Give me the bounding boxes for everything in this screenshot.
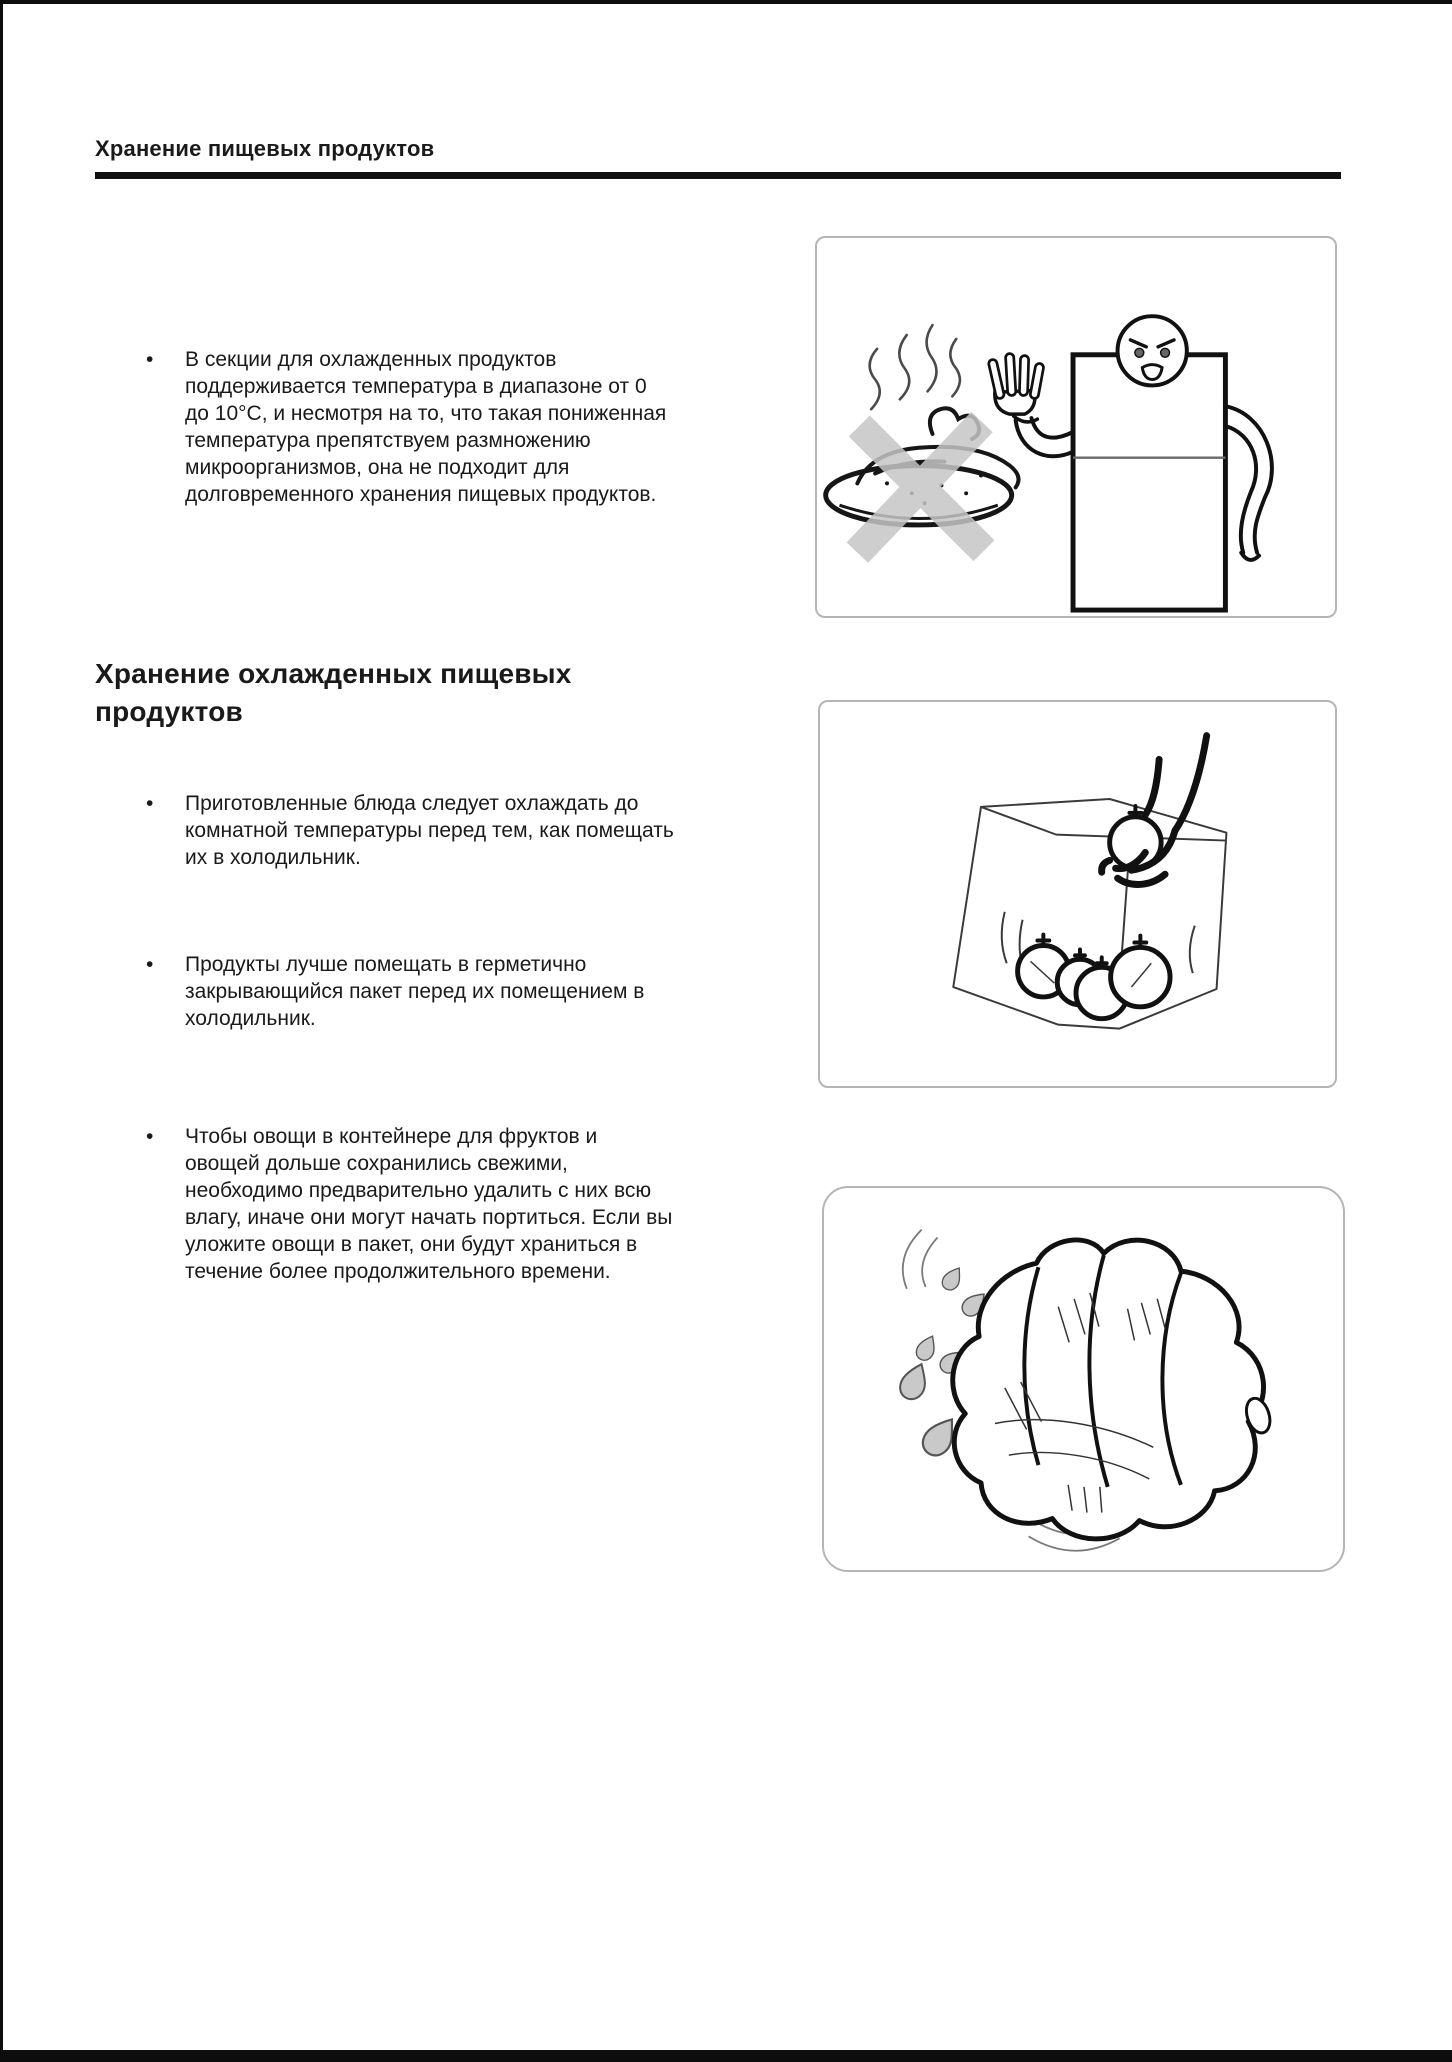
text-line: микроорганизмов, она не подходит для [185,456,570,479]
bullet-text [185,1123,760,1285]
text-line: комнатной температуры перед тем, как помещать [185,819,674,842]
bag-tomatoes-illustration [820,702,1335,1086]
steam-lines [870,325,960,409]
text-line: поддерживается температура в диапазоне от 0 [185,375,647,398]
text-line: течение более продолжительного времени. [185,1260,611,1283]
fridge-side-arm [1225,406,1271,560]
text-line: холодильник. [185,1007,316,1030]
bullet-item [146,346,760,508]
bullet-item [146,951,760,1032]
fridge-drawing [1073,355,1225,610]
bullet-item [146,1123,760,1285]
bullet-marker: • [146,348,154,371]
text-line: закрывающийся пакет перед их помещением в [185,980,645,1003]
text-line: овощей дольше сохранились свежими, [185,1152,568,1175]
text-line: долговременного хранения пищевых продуктов. [185,483,657,506]
title-rule [95,172,1341,179]
fridge-stop-arm [1014,416,1073,456]
bullet-text [185,790,760,871]
lettuce-illustration [824,1188,1343,1570]
lettuce-drawing [953,1240,1274,1539]
prohibition-cross-icon [857,422,984,553]
text-line: Чтобы овощи в контейнере для фруктов и [185,1125,598,1148]
figure-lettuce-drops [822,1186,1345,1572]
stop-hand [993,358,1040,414]
bullet-marker: • [146,792,154,815]
text-line: В секции для охлажденных продуктов [185,348,557,371]
tomatoes-in-bag [1018,945,1170,1018]
figure-bag-tomatoes [818,700,1337,1088]
figure-no-hot-food [815,236,1337,618]
heading-line: продуктов [95,696,243,727]
fridge-face [1118,316,1187,385]
page-edge-top [0,0,1452,4]
section-heading [95,655,655,731]
text-line: необходимо предварительно удалить с них всю [185,1179,652,1202]
bullet-item [146,790,760,871]
bullet-text [185,951,760,1032]
text-line: их в холодильник. [185,846,361,869]
bullet-text [185,346,760,508]
text-line: влагу, иначе они могут начать портиться. Если вы [185,1206,673,1229]
no-hot-food-illustration [817,238,1335,616]
bullet-marker: • [146,1125,154,1148]
text-line: температура препятствуем размножению [185,429,591,452]
page-edge-left [0,0,3,2062]
text-line: Продукты лучше помещать в герметично [185,953,587,976]
bullet-marker: • [146,953,154,976]
text-line: уложите овощи в пакет, они будут храниться в [185,1233,638,1256]
heading-line: Хранение охлажденных пищевых [95,658,572,689]
text-line: до 10°C, и несмотря на то, что такая пониженная [185,402,667,425]
page-edge-bottom [0,2050,1452,2062]
page-title: Хранение пищевых продуктов [95,136,435,161]
text-line: Приготовленные блюда следует охлаждать до [185,792,639,815]
